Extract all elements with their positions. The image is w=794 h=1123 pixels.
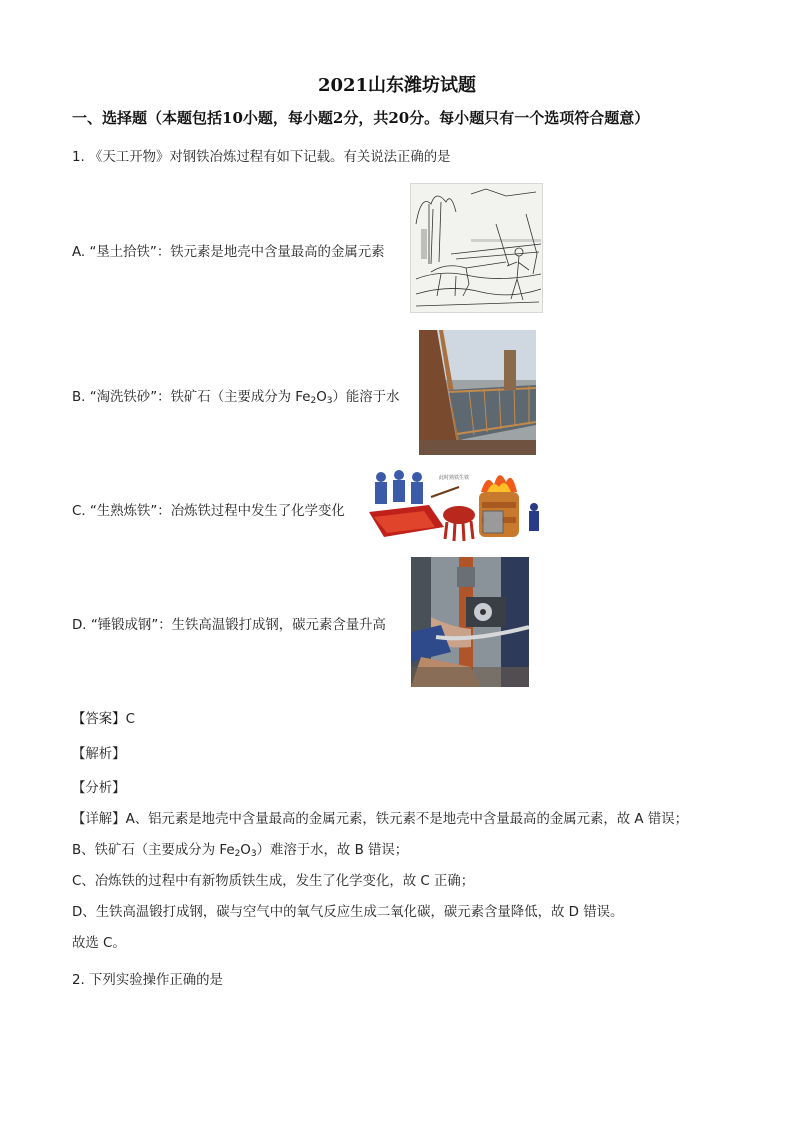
- ore-washing-image: [419, 330, 536, 455]
- question-1-stem: 1. 《天工开物》对钢铁冶炼过程有如下记载。有关说法正确的是: [72, 150, 451, 165]
- iron-smelting-image: [369, 467, 542, 547]
- conclusion: 故选 C。: [72, 936, 126, 951]
- answer-tag: 【答案】: [72, 712, 126, 727]
- section-heading: 一、选择题（本题包括10小题，每小题2分，共20分。每小题只有一个选项符合题意）: [72, 109, 650, 127]
- answer-line: [72, 708, 135, 727]
- detail-a: 【详解】A、铝元素是地壳中含量最高的金属元素，铁元素不是地壳中含量最高的金属元素，故 A 错误；: [72, 812, 689, 827]
- option-d: D. “锤锻成钢”：生铁高温锻打成钢，碳元素含量升高: [72, 618, 386, 633]
- picture-caption: 此时熟铁生铁: [439, 475, 470, 481]
- option-b: B. “淘洗铁砂”：铁矿石（主要成分为 $Fe_2O_3$）能溶于水: [72, 390, 400, 406]
- forging-steel-image: [411, 557, 529, 687]
- answer-value: C: [125, 712, 135, 727]
- analysis-tag: 【解析】: [72, 747, 126, 762]
- detail-tag: 【详解】: [72, 812, 126, 827]
- detail-c: C、冶炼铁的过程中有新物质铁生成，发生了化学变化，故 C 正确；: [72, 874, 475, 889]
- page-title: 2021山东潍坊试题: [317, 75, 477, 96]
- question-2-stem: 2. 下列实验操作正确的是: [72, 973, 223, 988]
- fenxi-tag: 【分析】: [72, 781, 126, 796]
- detail-b: B、铁矿石（主要成分为 $Fe_2O_3$）难溶于水，故 B 错误；: [72, 843, 409, 859]
- detail-d: D、生铁高温锻打成钢，碳与空气中的氧气反应生成二氧化碳，碳元素含量降低，故 D 错误。: [72, 905, 624, 920]
- option-a: A. “垦土拾铁”：铁元素是地壳中含量最高的金属元素: [72, 245, 385, 260]
- plowing-woodcut-image: [410, 183, 543, 313]
- option-c: C. “生熟炼铁”：冶炼铁过程中发生了化学变化: [72, 504, 345, 519]
